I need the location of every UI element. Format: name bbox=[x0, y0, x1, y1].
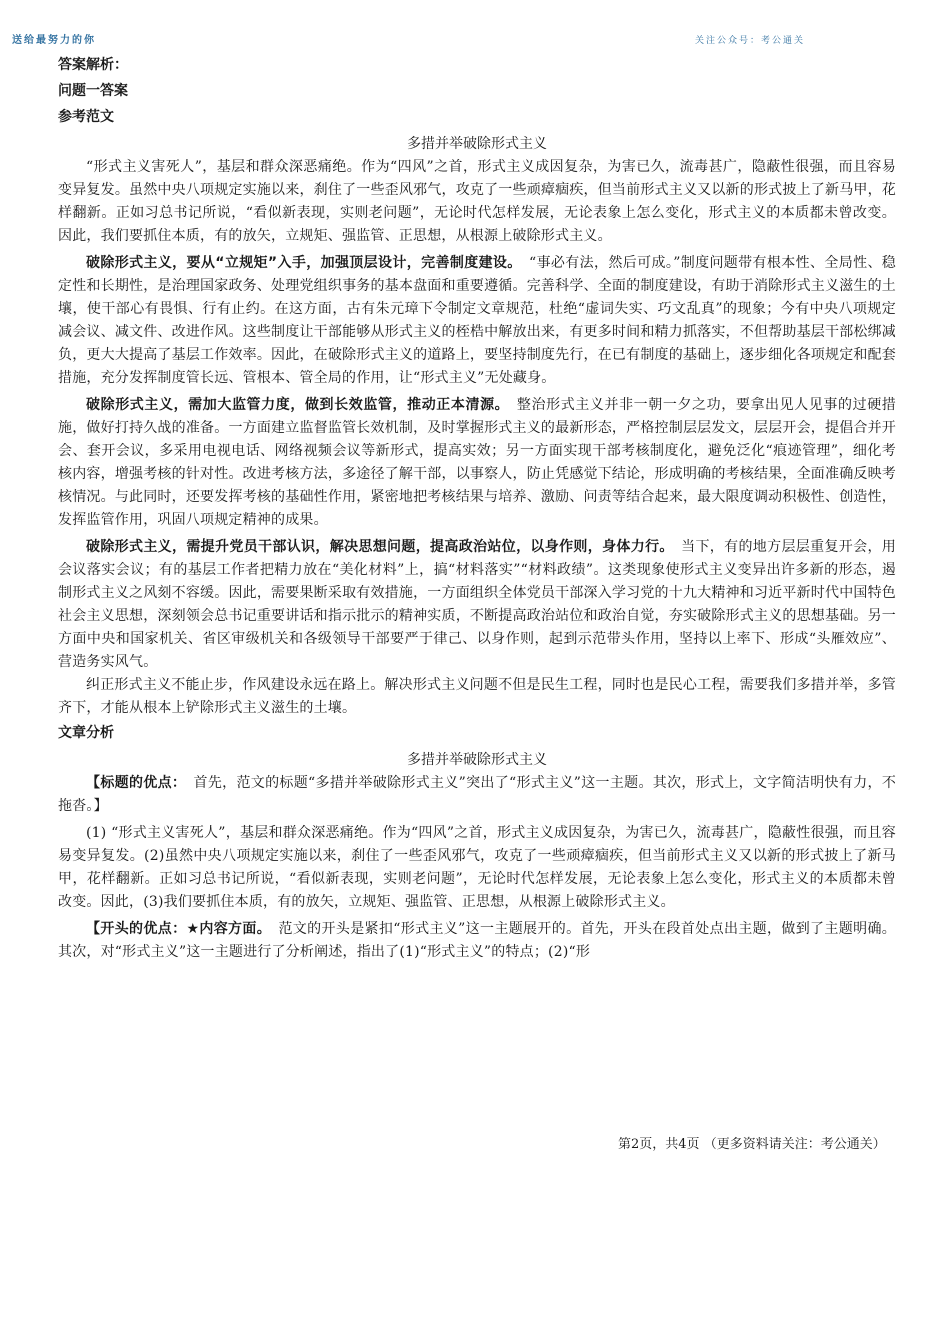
paragraph-4-body: 当下，有的地方层层重复开会，用会议落实会议；有的基层工作者把精力放在“美化材料”上，搞“材料落实”“材料政绩”。这类现象使形式主义变异出许多新的形态，遏制形式主义之风刻不容缓。因此，需要果断采取有效措施，一方面组织全体党员干部深入学习党的十九大精神和习近平新时代中国特色社会主义思想，深刻领会总书记重要讲话和指示批示的精神实质，不断提高政治站位和政治自觉，夯实破除形式主义的思想基础。另一方面中央和国家机关、省区审级机关和各级领导干部要严于律己、以身作则，起到示范带头作用，坚持以上率下、形成“头雁效应”、营造务实风气。 bbox=[58, 539, 897, 670]
paragraph-3-body: 整治形式主义并非一朝一夕之功，要拿出见人见事的过硬措施，做好打持久战的准备。一方面建立监督监管长效机制，及时掌握形式主义的最新形态，严格控制层层发文，层层开会，提倡合并开会、套开会议，多采用电视电话、网络视频会议等新形式，提高实效；另一方面实现干部考核制度化，避免泛化“痕迹管理”，细化考核内容，增强考核的针对性。改进考核方法，多途径了解干部，以事察人，防止凭感觉下结论，形成明确的考核结果，全面准确反映考核情况。与此同时，还要发挥考核的基础性作用，紧密地把考核结果与培养、激励、问责等结合起来，最大限度调动积极性、创造性，发挥监管作用，巩固八项规定精神的成果。 bbox=[58, 397, 897, 528]
essay-paragraph-1: “形式主义害死人”，基层和群众深恶痛绝。作为“四风”之首，形式主义成因复杂，为害已久，流毒甚广，隐蔽性很强，而且容易变异复发。虽然中央八项规定实施以来，刹住了一些歪风邪气，攻克了一些顽瘴痼疾，但当前形式主义又以新的形式披上了新马甲，花样翻新。正如习总书记所说，“看似新表现，实则老问题”，无论时代怎样发展，无论表象上怎么变化，形式主义的本质都未曾改变。因此，我们要抓住本质，有的放矢，立规矩、强监管、正思想，从根源上破除形式主义。 bbox=[58, 159, 896, 244]
header-wechat-notice: 关注公众号：考公通关 bbox=[695, 36, 806, 46]
header-slogan: 送给最努力的你 bbox=[12, 35, 96, 46]
document-body bbox=[58, 52, 896, 964]
question-one-heading: 问题一答案 bbox=[58, 83, 128, 99]
essay-title: 多措并举破除形式主义 bbox=[407, 136, 547, 152]
footer-more-info: （更多资料请关注：考公通关） bbox=[703, 1137, 886, 1152]
essay-title-repeat: 多措并举破除形式主义 bbox=[407, 752, 547, 768]
title-merits-paragraph bbox=[58, 772, 896, 818]
essay-paragraph-3 bbox=[58, 394, 896, 532]
essay-paragraph-5: 纠正形式主义不能止步，作风建设永远在路上。解决形式主义问题不但是民生工程，同时也是民心工程，需要我们多措并举，多管齐下，才能从根本上铲除形式主义滋生的土壤。 bbox=[58, 677, 896, 716]
essay-paragraph-4 bbox=[58, 536, 896, 674]
paragraph-4-topic-sentence: 破除形式主义，需提升党员干部认识，解决思想问题，提高政治站位，以身作则，身体力行。 bbox=[86, 539, 667, 555]
paragraph-2-topic-sentence: 破除形式主义，要从“立规矩”入手，加强顶层设计，完善制度建设。 bbox=[86, 255, 515, 271]
essay-paragraph-2 bbox=[58, 252, 896, 390]
sample-essay-heading: 参考范文 bbox=[58, 109, 114, 125]
opening-merits-label: 【开头的优点：★内容方面。 bbox=[86, 921, 265, 937]
page-footer bbox=[618, 1133, 886, 1152]
paragraph-2-body: “事必有法，然后可成。”制度问题带有根本性、全局性、稳定性和长期性，是治理国家政务、处理党组织事务的基本盘面和重要遵循。完善科学、全面的制度建设，有助于消除形式主义滋生的土壤，使干部心有畏惧、行有止约。在这方面，古有朱元璋下令制定文章规范，杜绝“虚词失实、巧文乱真”的现象；今有中央八项规定减会议、减文件、改进作风。这些制度让干部能够从形式主义的桎梏中解放出来，有更多时间和精力抓落实，不但帮助基层干部松绑减负，更大大提高了基层工作效率。因此，在破除形式主义的道路上，要坚持制度先行，在已有制度的基础上，逐步细化各项规定和配套措施，充分发挥制度管长远、管根本、管全局的作用，让“形式主义”无处藏身。 bbox=[58, 255, 897, 386]
article-analysis-heading: 文章分析 bbox=[58, 725, 114, 741]
title-merits-body: 首先，范文的标题“多措并举破除形式主义”突出了“形式主义”这一主题。其次，形式上，文字简洁明快有力，不拖沓。】 bbox=[58, 775, 897, 814]
opening-merits-paragraph bbox=[58, 918, 896, 964]
opening-quote-paragraph: (1) “形式主义害死人”，基层和群众深恶痛绝。作为“四风”之首，形式主义成因复杂，为害已久，流毒甚广，隐蔽性很强，而且容易变异复发。(2)虽然中央八项规定实施以来，刹住了一些歪风邪气，攻克了一些顽瘴痼疾，但当前形式主义又以新的形式披上了新马甲，花样翻新。正如习总书记所说，“看似新表现，实则老问题”，无论时代怎样发展，无论表象上怎么变化，形式主义的本质都未曾改变。因此，(3)我们要抓住本质，有的放矢，立规矩、强监管、正思想，从根源上破除形式主义。 bbox=[58, 825, 896, 910]
opening-merits-body: 范文的开头是紧扣“形式主义”这一主题展开的。首先，开头在段首处点出主题，做到了主题明确。其次，对“形式主义”这一主题进行了分析阐述，指出了(1)“形式主义”的特点；(2)“形 bbox=[58, 921, 896, 960]
paragraph-3-topic-sentence: 破除形式主义，需加大监管力度，做到长效监管，推动正本清源。 bbox=[86, 397, 503, 413]
page-number: 第2页，共4页 bbox=[618, 1137, 700, 1152]
analysis-heading: 答案解析： bbox=[58, 57, 128, 73]
title-merits-label: 【标题的优点： bbox=[86, 775, 180, 791]
